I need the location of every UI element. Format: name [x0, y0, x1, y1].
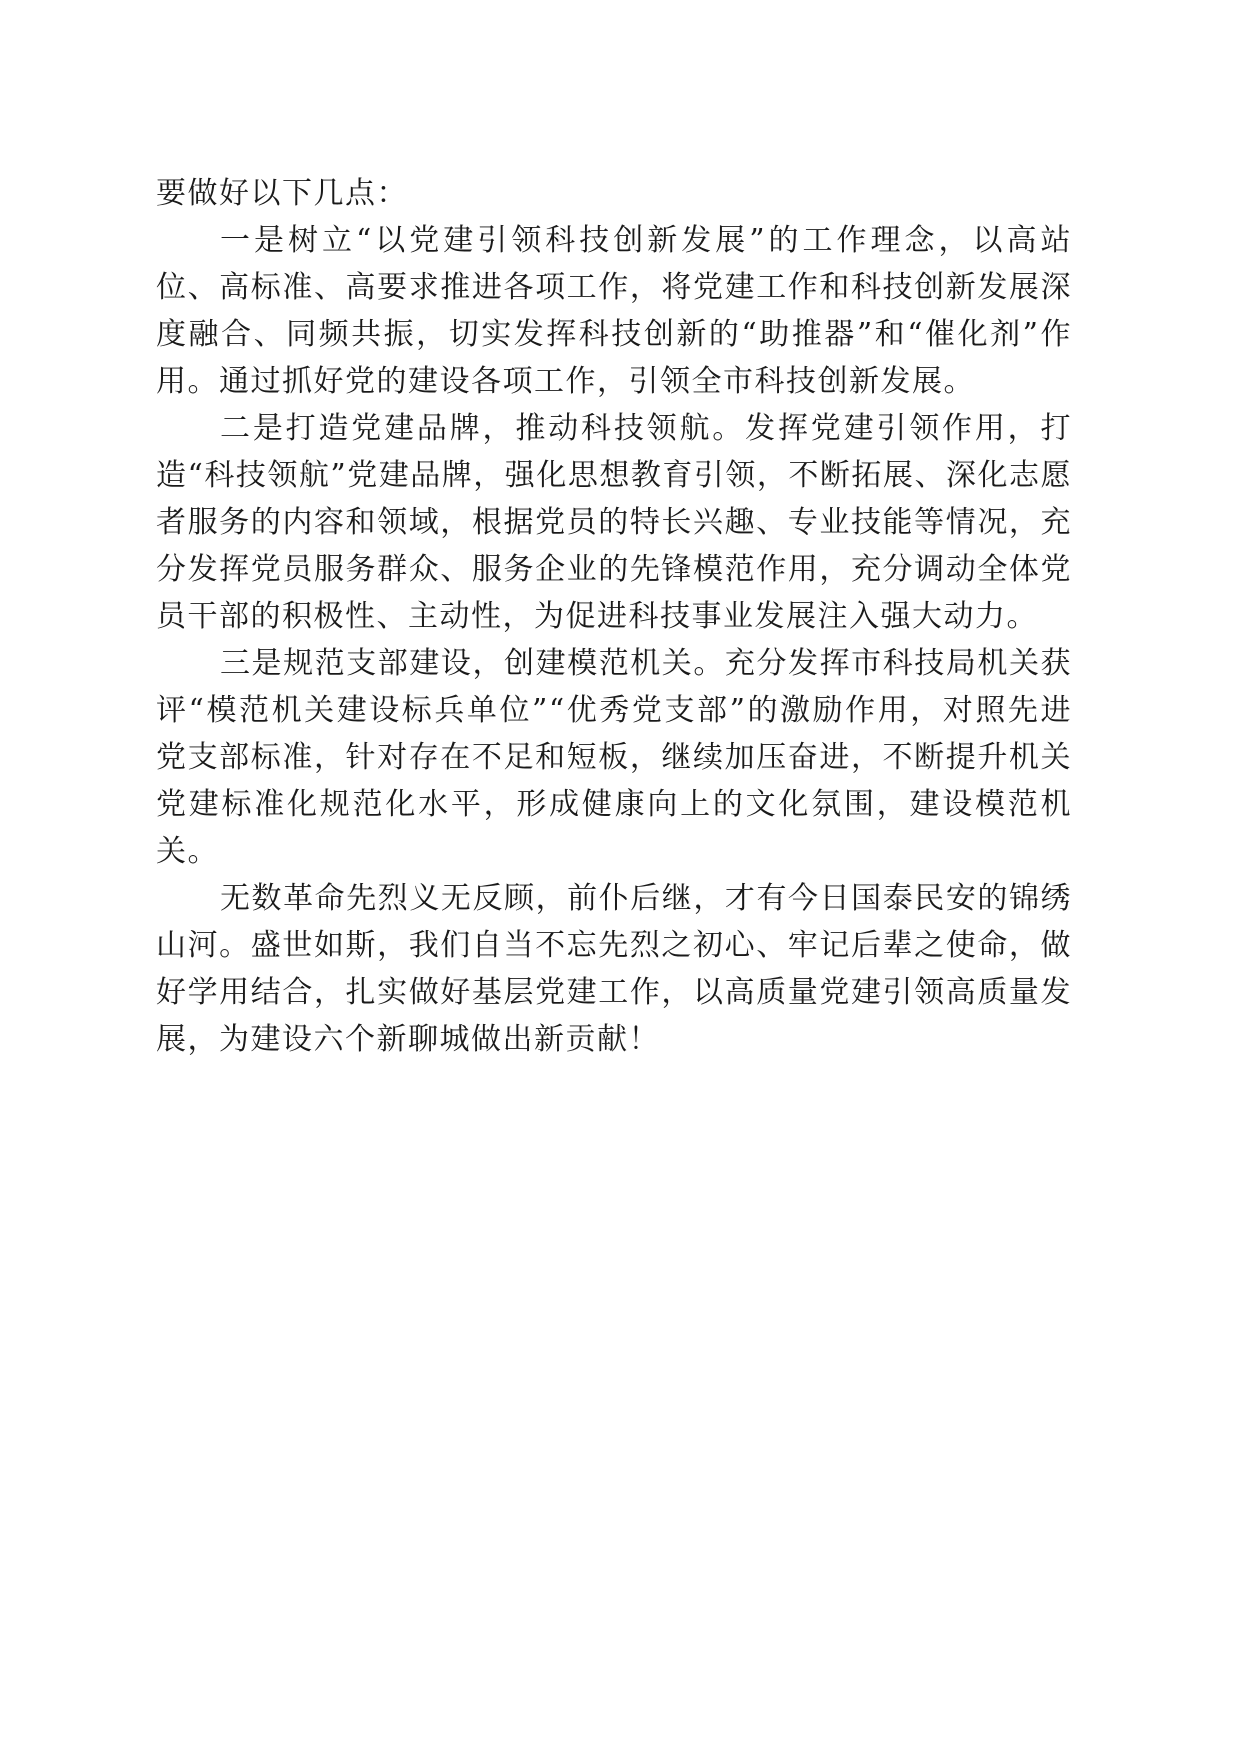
paragraph-intro: 要做好以下几点：	[156, 176, 408, 211]
paragraph-point-two: 二是打造党建品牌，推动科技领航。发挥党建引领作用，打造“科技领航”党建品牌，强化思想教育引领，不断拓展、深化志愿者服务的内容和领域，根据党员的特长兴趣、专业技能等情况，充分发挥党员服务群众、服务企业的先锋模范作用，充分调动全体党员干部的积极性、主动性，为促进科技事业发展注入强大动力。	[156, 411, 1072, 634]
document-body	[156, 170, 1072, 1063]
paragraph-conclusion: 无数革命先烈义无反顾，前仆后继，才有今日国泰民安的锦绣山河。盛世如斯，我们自当不忘先烈之初心、牢记后辈之使命，做好学用结合，扎实做好基层党建工作，以高质量党建引领高质量发展，为建设六个新聊城做出新贡献！	[156, 881, 1072, 1057]
paragraph-point-one: 一是树立“以党建引领科技创新发展”的工作理念，以高站位、高标准、高要求推进各项工作，将党建工作和科技创新发展深度融合、同频共振，切实发挥科技创新的“助推器”和“催化剂”作用。通过抓好党的建设各项工作，引领全市科技创新发展。	[156, 223, 1072, 399]
paragraph-point-three: 三是规范支部建设，创建模范机关。充分发挥市科技局机关获评“模范机关建设标兵单位”“优秀党支部”的激励作用，对照先进党支部标准，针对存在不足和短板，继续加压奋进，不断提升机关党建标准化规范化水平，形成健康向上的文化氛围，建设模范机关。	[156, 646, 1072, 869]
